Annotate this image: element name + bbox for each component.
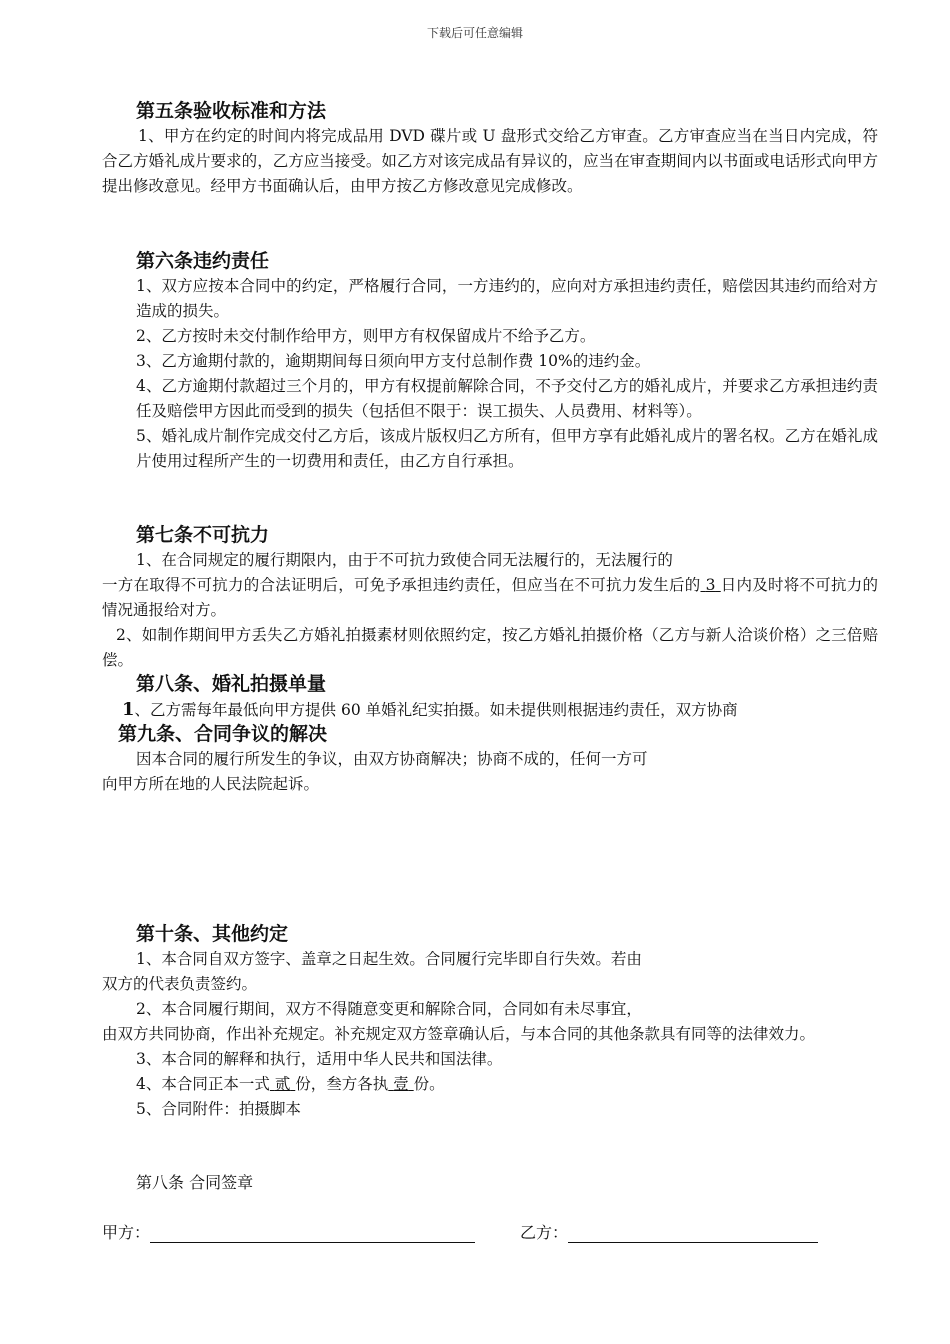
party-b-signature[interactable] bbox=[520, 1220, 818, 1243]
section-10-item-2-rest: 由双方共同协商，作出补充规定。补充规定双方签章确认后，与本合同的其他条款具有同等的法律效力。 bbox=[102, 1025, 816, 1043]
signature-title: 第八条 合同签章 bbox=[136, 1173, 254, 1192]
page-header: 下载后可任意编辑 bbox=[426, 26, 523, 40]
section-8-paragraph bbox=[102, 697, 878, 723]
section-7-text: 一方在取得不可抗力的合法证明后，可免予承担违约责任，但应当在不可抗力发生后的 bbox=[102, 576, 701, 594]
section-6-item-1: 1、双方应按本合同中的约定，严格履行合同，一方违约的，应向对方承担违约责任，赔偿因其违约而给对方造成的损失。 bbox=[136, 277, 878, 320]
section-10-item-4 bbox=[102, 1072, 878, 1097]
section-7-paragraph-2: 2、如制作期间甲方丢失乙方婚礼拍摄素材则依照约定，按乙方婚礼拍摄价格（乙方与新人洽谈价格）之三倍赔偿。 bbox=[102, 626, 878, 669]
party-a-label: 甲方： bbox=[102, 1223, 151, 1242]
section-5-paragraph: 1、甲方在约定的时间内将完成品用 DVD 碟片或 U 盘形式交给乙方审查。乙方审查应当在当日内完成，符合乙方婚礼成片要求的，乙方应当接受。如乙方对该完成品有异议的，应当在审查期间内以书面或电话形式向甲方提出修改意见。经甲方书面确认后，由甲方按乙方修改意见完成修改。 bbox=[102, 127, 878, 195]
section-7-paragraph-1-rest bbox=[102, 573, 878, 623]
section-9-line-2: 向甲方所在地的人民法院起诉。 bbox=[102, 775, 320, 793]
section-8-text: 、乙方需每年最低向甲方提供 60 单婚礼纪实拍摄。如未提供则根据违约责任，双方协商 bbox=[134, 701, 738, 719]
item-4-text-b: 份，叁方各执 bbox=[295, 1075, 389, 1093]
section-10-item-2-line-1: 2、本合同履行期间，双方不得随意变更和解除合同，合同如有未尽事宜， bbox=[136, 1000, 642, 1018]
section-10-item-1-line-1: 1、本合同自双方签字、盖章之日起生效。合同履行完毕即自行失效。若由 bbox=[136, 950, 642, 968]
section-8 bbox=[102, 671, 878, 723]
party-a-signature-line[interactable] bbox=[150, 1226, 475, 1243]
section-10 bbox=[102, 921, 878, 1122]
section-8-title: 第八条、婚礼拍摄单量 bbox=[136, 673, 327, 695]
party-b-label: 乙方： bbox=[520, 1223, 569, 1242]
notice-days: 3 bbox=[705, 576, 716, 594]
section-7-text-end: 日内及时将不可抗力的情况通报给对方。 bbox=[102, 576, 878, 619]
section-6-item-4: 4、乙方逾期付款超过三个月的，甲方有权提前解除合同，不予交付乙方的婚礼成片，并要求乙方承担违约责任及赔偿甲方因此而受到的损失（包括但不限于：误工损失、人员费用、材料等）。 bbox=[136, 377, 878, 420]
copies-count: 贰 bbox=[274, 1075, 291, 1093]
section-10-item-3: 3、本合同的解释和执行，适用中华人民共和国法律。 bbox=[136, 1050, 503, 1068]
section-6-item-2: 2、乙方按时未交付制作给甲方，则甲方有权保留成片不给予乙方。 bbox=[136, 327, 596, 345]
section-5-title: 第五条验收标准和方法 bbox=[136, 100, 327, 122]
party-a-signature[interactable] bbox=[102, 1220, 475, 1243]
section-9-line-1: 因本合同的履行所发生的争议，由双方协商解决；协商不成的，任何一方可 bbox=[136, 750, 648, 768]
section-10-title: 第十条、其他约定 bbox=[136, 923, 289, 945]
section-6 bbox=[102, 248, 878, 474]
section-6-item-5: 5、婚礼成片制作完成交付乙方后，该成片版权归乙方所有，但甲方享有此婚礼成片的署名权。乙方在婚礼成片使用过程所产生的一切费用和责任，由乙方自行承担。 bbox=[136, 427, 878, 470]
section-7-paragraph-1-line-1: 1、在合同规定的履行期限内，由于不可抗力致使合同无法履行的，无法履行的 bbox=[136, 551, 673, 569]
section-7 bbox=[102, 522, 878, 673]
party-b-signature-line[interactable] bbox=[568, 1226, 818, 1243]
section-10-item-1-line-2: 双方的代表负责签约。 bbox=[102, 975, 258, 993]
copies-each: 壹 bbox=[393, 1075, 409, 1093]
section-10-item-5: 5、合同附件：拍摄脚本 bbox=[136, 1100, 301, 1118]
item-4-text-c: 份。 bbox=[413, 1075, 445, 1093]
section-8-number: 1 bbox=[122, 699, 135, 720]
section-5 bbox=[102, 98, 878, 199]
section-6-item-3: 3、乙方逾期付款的，逾期期间每日须向甲方支付总制作费 10%的违约金。 bbox=[136, 352, 651, 370]
section-9-title: 第九条、合同争议的解决 bbox=[118, 723, 328, 745]
section-9 bbox=[102, 721, 878, 797]
item-4-text-a: 4、本合同正本一式 bbox=[136, 1075, 270, 1093]
section-7-title: 第七条不可抗力 bbox=[136, 524, 270, 546]
section-6-title: 第六条违约责任 bbox=[136, 250, 270, 272]
